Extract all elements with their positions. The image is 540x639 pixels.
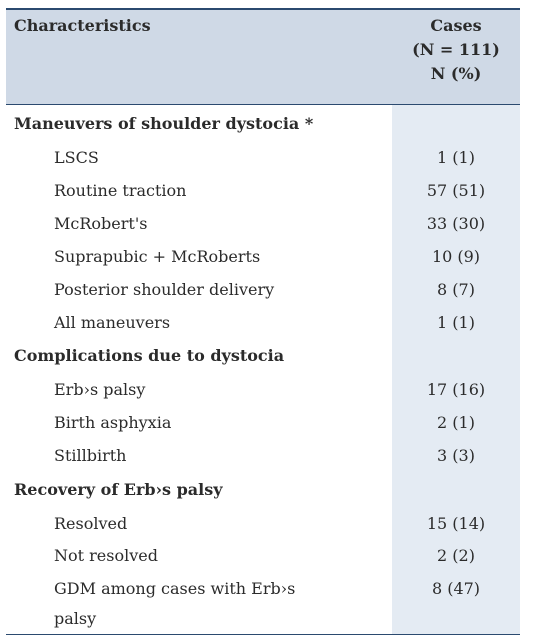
header-cases-block bbox=[392, 14, 520, 86]
row-value: 8 (7) bbox=[437, 280, 475, 299]
section-title: Maneuvers of shoulder dystocia * bbox=[14, 114, 314, 133]
header-characteristics: Characteristics bbox=[14, 16, 151, 35]
row-value: 1 (1) bbox=[437, 313, 475, 332]
table-bottom-rule bbox=[6, 634, 520, 635]
row-value: 17 (16) bbox=[426, 380, 486, 399]
row-label-continuation: palsy bbox=[54, 609, 97, 628]
header-n-percent: N (%) bbox=[430, 64, 482, 83]
row-value: 8 (47) bbox=[431, 579, 481, 598]
row-label: All maneuvers bbox=[54, 313, 171, 332]
row-value: 15 (14) bbox=[426, 514, 486, 533]
section-title: Complications due to dystocia bbox=[14, 346, 285, 365]
row-label: McRobert's bbox=[54, 214, 148, 233]
row-label: GDM among cases with Erb›s bbox=[54, 579, 296, 598]
row-label: Suprapubic + McRoberts bbox=[54, 247, 261, 266]
row-value: 10 (9) bbox=[431, 247, 481, 266]
row-value: 2 (2) bbox=[437, 546, 475, 565]
header-n-total: (N = 111) bbox=[412, 40, 500, 59]
row-value: 2 (1) bbox=[437, 413, 475, 432]
row-value: 1 (1) bbox=[437, 148, 475, 167]
row-value: 57 (51) bbox=[426, 181, 486, 200]
row-value: 3 (3) bbox=[437, 446, 475, 465]
row-label: LSCS bbox=[54, 148, 99, 167]
row-label: Birth asphyxia bbox=[54, 413, 172, 432]
row-label: Stillbirth bbox=[54, 446, 127, 465]
row-label: Routine traction bbox=[54, 181, 187, 200]
table-header-rule bbox=[6, 104, 520, 105]
row-label: Erb›s palsy bbox=[54, 380, 146, 399]
row-value: 33 (30) bbox=[426, 214, 486, 233]
section-title: Recovery of Erb›s palsy bbox=[14, 480, 223, 499]
row-label: Resolved bbox=[54, 514, 128, 533]
table-top-rule bbox=[6, 8, 520, 10]
row-label: Posterior shoulder delivery bbox=[54, 280, 275, 299]
row-label: Not resolved bbox=[54, 546, 158, 565]
header-cases: Cases bbox=[430, 16, 482, 35]
